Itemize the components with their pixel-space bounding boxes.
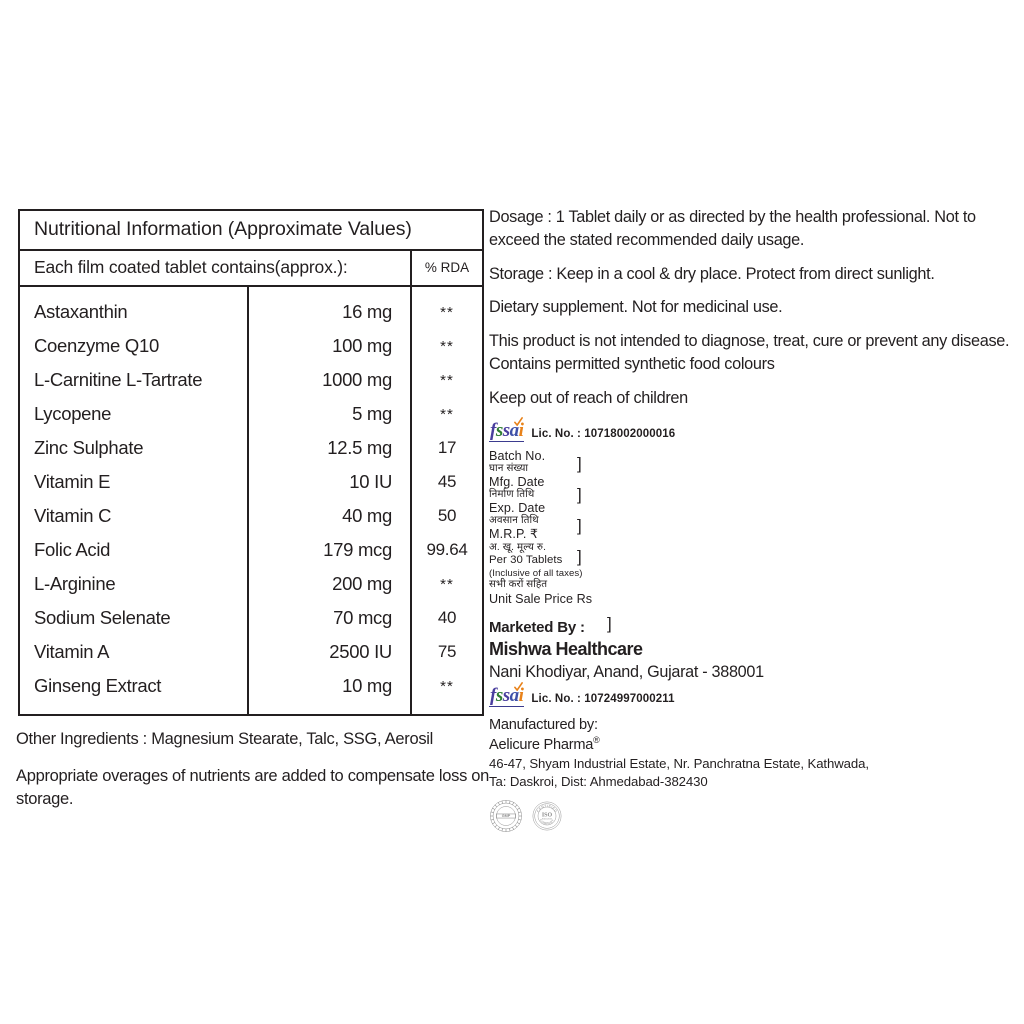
iso-seal-bottom-text: COMPANY [538,818,556,826]
manufacturer-address-line2: Ta: Daskroi, Dist: Ahmedabad-382430 [489,774,708,790]
manufacturer-company-name: Aelicure Pharma [489,737,594,754]
nutrient-name: Vitamin E [19,465,248,499]
nutrition-table-subtitle: Each film coated tablet contains(approx.): [19,250,411,286]
table-row [19,635,483,669]
table-spacer [19,286,483,295]
batch-no-bracket: ] [577,453,582,473]
nutrient-rda: ** [440,303,454,321]
nutrition-table [18,209,484,716]
mfg-date-label-hindi: निर्माण तिथि [489,489,535,501]
mrp-bracket: ] [577,546,582,566]
mrp-row [489,527,689,553]
nutrient-rda: 50 [437,506,457,525]
nutrient-name: L-Carnitine L-Tartrate [19,363,248,397]
table-row [19,431,483,465]
inclusive-taxes-label-hindi: सभी करों सहित [489,579,548,591]
exp-date-row [489,501,689,527]
nutrient-rda: ** [440,371,454,389]
nutrient-rda: 75 [437,642,457,661]
other-ingredients-text: Other Ingredients : Magnesium Stearate, Talc, SSG, Aerosil [16,730,434,748]
nutrient-name: Zinc Sulphate [19,431,248,465]
marketed-by-label: Marketed By : [489,619,585,637]
batch-no-label-hindi: घान संख्या [489,462,529,474]
fssai-logo-icon: fssai [489,686,524,707]
nutrient-amount: 179 mcg [248,533,411,567]
nutrient-name: L-Arginine [19,567,248,601]
table-row [19,567,483,601]
overage-note-text: Appropriate overages of nutrients are added to compensate loss on storage. [16,767,490,809]
nutrient-name: Folic Acid [19,533,248,567]
fssai-tick-icon [514,417,523,426]
iso-seal-icon [532,801,562,831]
mfg-date-label: Mfg. Date [489,474,545,489]
marketed-by-company: Mishwa Healthcare [489,638,643,659]
spacer-cell-name [19,703,248,715]
mfg-date-row [489,474,689,504]
certification-seals [489,799,1017,833]
gmp-seal-icon [489,799,523,833]
fssai-logo-icon: fssai [489,421,524,442]
nutrient-rda: 17 [437,438,457,457]
table-row [19,465,483,499]
marketed-by-address: Nani Khodiyar, Anand, Gujarat - 388001 [489,663,764,682]
batch-no-label: Batch No. [489,448,546,463]
nutrient-name: Astaxanthin [19,295,248,329]
table-subheader-row [19,250,483,286]
nutrient-name: Lycopene [19,397,248,431]
nutrient-rda: 45 [437,472,457,491]
dosage-text: Dosage : 1 Tablet daily or as directed by the health professional. Not to exceed the stated recommended daily usage. [489,208,976,249]
table-row [19,329,483,363]
fssai-tick-icon [514,682,523,691]
nutrient-amount: 40 mg [248,499,411,533]
nutrition-information-panel [18,209,482,716]
nutrient-name: Vitamin A [19,635,248,669]
manufactured-by-block [489,716,1017,792]
nutrient-amount: 100 mg [248,329,411,363]
nutrition-table-title: Nutritional Information (Approximate Values) [19,210,483,250]
nutrient-amount: 70 mcg [248,601,411,635]
table-row [19,397,483,431]
nutrient-amount: 2500 IU [248,635,411,669]
exp-date-bracket: ] [577,515,582,535]
nutrient-amount: 10 mg [248,669,411,703]
table-row [19,295,483,329]
nutrient-rda: ** [440,405,454,423]
fssai-primary-line [489,421,1017,442]
inclusive-taxes-label: (Inclusive of all taxes) [489,567,583,579]
nutrient-rda: 40 [437,608,457,627]
gmp-seal-text: GMP [501,814,511,819]
table-row [19,363,483,397]
manufactured-by-label: Manufactured by: [489,716,598,733]
registered-trademark-icon: ® [593,735,600,746]
table-row [19,601,483,635]
nutrient-name: Vitamin C [19,499,248,533]
spacer-cell-amount [248,703,411,715]
exp-date-label-hindi: अवसान तिथि [489,515,539,527]
mrp-label-hindi: अ. खू. मूल्य रु. [489,541,547,553]
iso-seal-standard-text: 9001:2015 [542,818,552,821]
nutrient-amount: 5 mg [248,397,411,431]
iso-seal-top-text: CERTIFIED [535,804,559,814]
dietary-supplement-text: Dietary supplement. Not for medicinal use. [489,298,783,317]
nutrient-name: Sodium Selenate [19,601,248,635]
batch-no-row [489,449,689,475]
nutrition-table-body [19,210,483,715]
table-row [19,499,483,533]
mrp-label: M.R.P. ₹ [489,527,539,542]
spacer-cell-name [19,286,248,295]
table-row [19,533,483,567]
nutrient-amount: 16 mg [248,295,411,329]
nutrient-rda: ** [440,677,454,695]
storage-text: Storage : Keep in a cool & dry place. Protect from direct sunlight. [489,264,935,283]
marketed-by-block [489,618,1017,707]
spacer-cell-rda [411,286,483,295]
unit-price-bracket: ] [607,613,612,633]
nutrient-rda: ** [440,337,454,355]
iso-seal-text: ISO [541,812,553,819]
spacer-cell-rda [411,703,483,715]
disclaimer-text: This product is not intended to diagnose, treat, cure or prevent any disease. Contains permitted synthetic food colours [489,332,1010,374]
fssai-secondary-line [489,686,1017,707]
table-spacer [19,703,483,715]
table-row [19,669,483,703]
nutrient-amount: 12.5 mg [248,431,411,465]
spacer-cell-amount [248,286,411,295]
nutrient-rda: 99.64 [426,540,468,559]
keep-out-of-reach-text: Keep out of reach of children [489,388,688,407]
manufacturer-company [489,735,1017,755]
manufacturer-address-line1: 46-47, Shyam Industrial Estate, Nr. Panchratna Estate, Kathwada, [489,756,869,772]
table-title-row [19,210,483,250]
nutrient-amount: 1000 mg [248,363,411,397]
unit-sale-price-label: Unit Sale Price Rs [489,591,593,606]
product-details-column [489,206,1017,833]
nutrient-rda: ** [440,575,454,593]
nutrient-name: Coenzyme Q10 [19,329,248,363]
rda-column-header: % RDA [411,250,483,286]
nutrient-amount: 200 mg [248,567,411,601]
exp-date-label: Exp. Date [489,501,546,516]
marketed-by-license-number: Lic. No. : 10724997000211 [531,692,675,705]
per-pack-label: Per 30 Tablets [489,553,563,566]
fssai-license-number: Lic. No. : 10718002000016 [531,427,676,440]
mfg-date-bracket: ] [577,484,582,504]
nutrient-amount: 10 IU [248,465,411,499]
nutrient-name: Ginseng Extract [19,669,248,703]
